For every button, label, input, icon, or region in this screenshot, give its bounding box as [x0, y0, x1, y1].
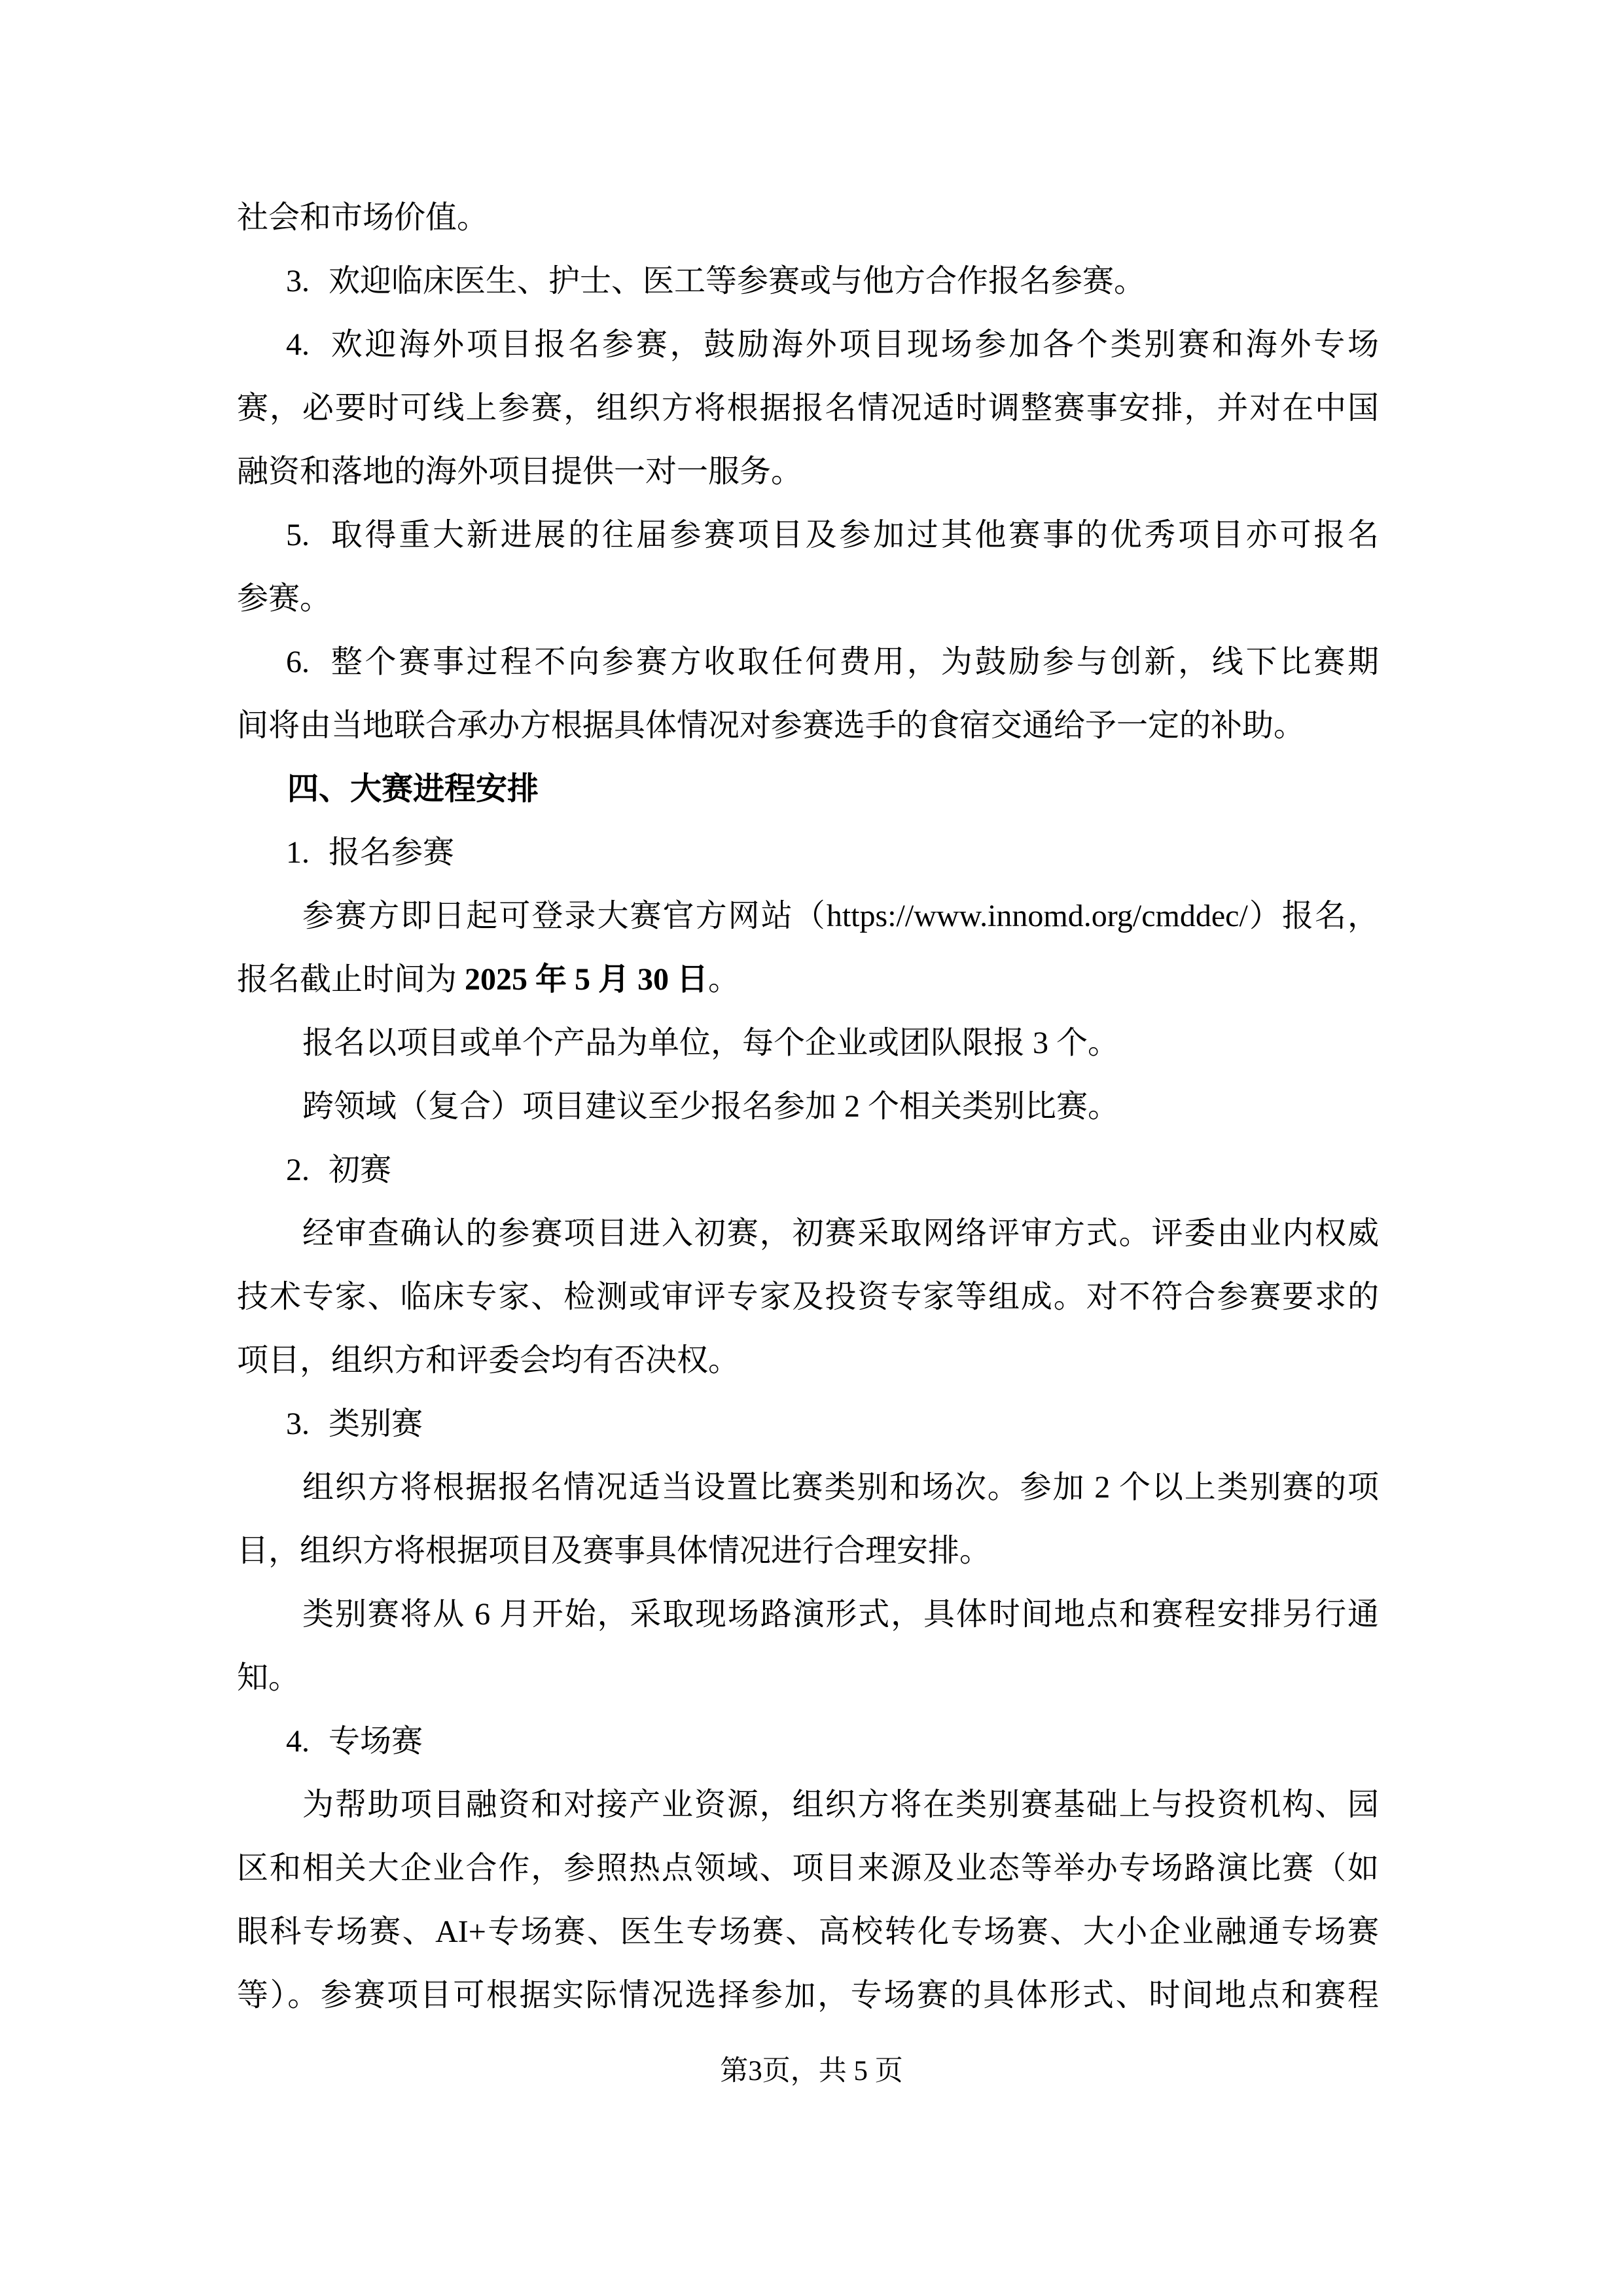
list-number: 3.	[286, 264, 310, 298]
paragraph-last-line: 项目，组织方和评委会均有否决权。	[237, 1343, 740, 1378]
deadline-date: 2025 年 5 月 30 日	[465, 962, 709, 997]
paragraph-line: 区和相关大企业合作，参照热点领域、项目来源及业态等举办专场路演比赛（如	[237, 1851, 1379, 1886]
paragraph-line: 跨领域（复合）项目建议至少报名参加 2 个相关类别比赛。	[302, 1089, 1120, 1124]
paragraph-line: 类别赛将从 6 月开始，采取现场路演形式，具体时间地点和赛程安排另行通	[302, 1597, 1379, 1632]
paragraph-line: 报名以项目或单个产品为单位，每个企业或团队限报 3 个。	[302, 1026, 1120, 1060]
list-number: 3.	[286, 1407, 310, 1441]
paragraph-last-line: 目，组织方将根据项目及赛事具体情况进行合理安排。	[237, 1534, 991, 1568]
deadline-prefix: 报名截止时间为	[237, 962, 465, 997]
list-item-5	[237, 503, 1379, 567]
list-number: 2.	[286, 1153, 310, 1187]
list-number: 5.	[286, 518, 310, 552]
list-number: 1.	[286, 835, 310, 870]
paragraph-line-with-url	[237, 884, 1379, 948]
list-item-text: 欢迎临床医生、护士、医工等参赛或与他方合作报名参赛。	[329, 264, 1146, 298]
subsection-title: 报名参赛	[329, 835, 455, 870]
paragraph-line: 等）。参赛项目可根据实际情况选择参加，专场赛的具体形式、时间地点和赛程	[237, 1978, 1379, 2013]
paragraph-last-line: 融资和落地的海外项目提供一对一服务。	[237, 454, 803, 489]
list-item-3	[237, 249, 1379, 313]
deadline-line	[237, 948, 1379, 1011]
document-body	[237, 186, 1379, 2027]
list-number: 4.	[286, 327, 310, 362]
subsection-title: 专场赛	[329, 1724, 423, 1759]
paragraph-last-line: 参赛。	[237, 581, 332, 616]
list-item-text: 欢迎海外项目报名参赛，鼓励海外项目现场参加各个类别赛和海外专场	[329, 327, 1379, 362]
list-number: 6.	[286, 645, 310, 679]
paragraph-last-line: 知。	[237, 1660, 300, 1695]
paragraph-line: 眼科专场赛、AI+专场赛、医生专场赛、高校转化专场赛、大小企业融通专场赛	[237, 1914, 1379, 1949]
competition-website-url-line: 参赛方即日起可登录大赛官方网站（https://www.innomd.org/cmddec/）报名，	[302, 899, 1379, 933]
subsection-heading-1	[237, 821, 1379, 884]
list-item-6	[237, 630, 1379, 694]
paragraph-line: 经审查确认的参赛项目进入初赛，初赛采取网络评审方式。评委由业内权威	[302, 1216, 1379, 1251]
paragraph-last-line: 社会和市场价值。	[237, 200, 489, 235]
subsection-heading-2	[237, 1138, 1379, 1202]
subsection-title: 初赛	[329, 1153, 392, 1187]
list-item-text: 整个赛事过程不向参赛方收取任何费用，为鼓励参与创新，线下比赛期	[329, 645, 1379, 679]
section-heading: 四、大赛进程安排	[287, 772, 539, 806]
page-footer: 第3页，共 5 页	[720, 2056, 903, 2087]
paragraph-line: 赛，必要时可线上参赛，组织方将根据报名情况适时调整赛事安排，并对在中国	[237, 391, 1379, 425]
deadline-suffix: 。	[708, 962, 740, 997]
subsection-title: 类别赛	[329, 1407, 423, 1441]
paragraph-line: 为帮助项目融资和对接产业资源，组织方将在类别赛基础上与投资机构、园	[302, 1787, 1379, 1822]
subsection-heading-3	[237, 1392, 1379, 1456]
subsection-heading-4	[237, 1710, 1379, 1773]
paragraph-line: 技术专家、临床专家、检测或审评专家及投资专家等组成。对不符合参赛要求的	[237, 1280, 1379, 1314]
list-item-4	[237, 313, 1379, 376]
paragraph-last-line: 间将由当地联合承办方根据具体情况对参赛选手的食宿交通给予一定的补助。	[237, 708, 1306, 743]
list-number: 4.	[286, 1724, 310, 1759]
paragraph-line: 组织方将根据报名情况适当设置比赛类别和场次。参加 2 个以上类别赛的项	[302, 1470, 1379, 1505]
list-item-text: 取得重大新进展的往届参赛项目及参加过其他赛事的优秀项目亦可报名	[329, 518, 1379, 552]
